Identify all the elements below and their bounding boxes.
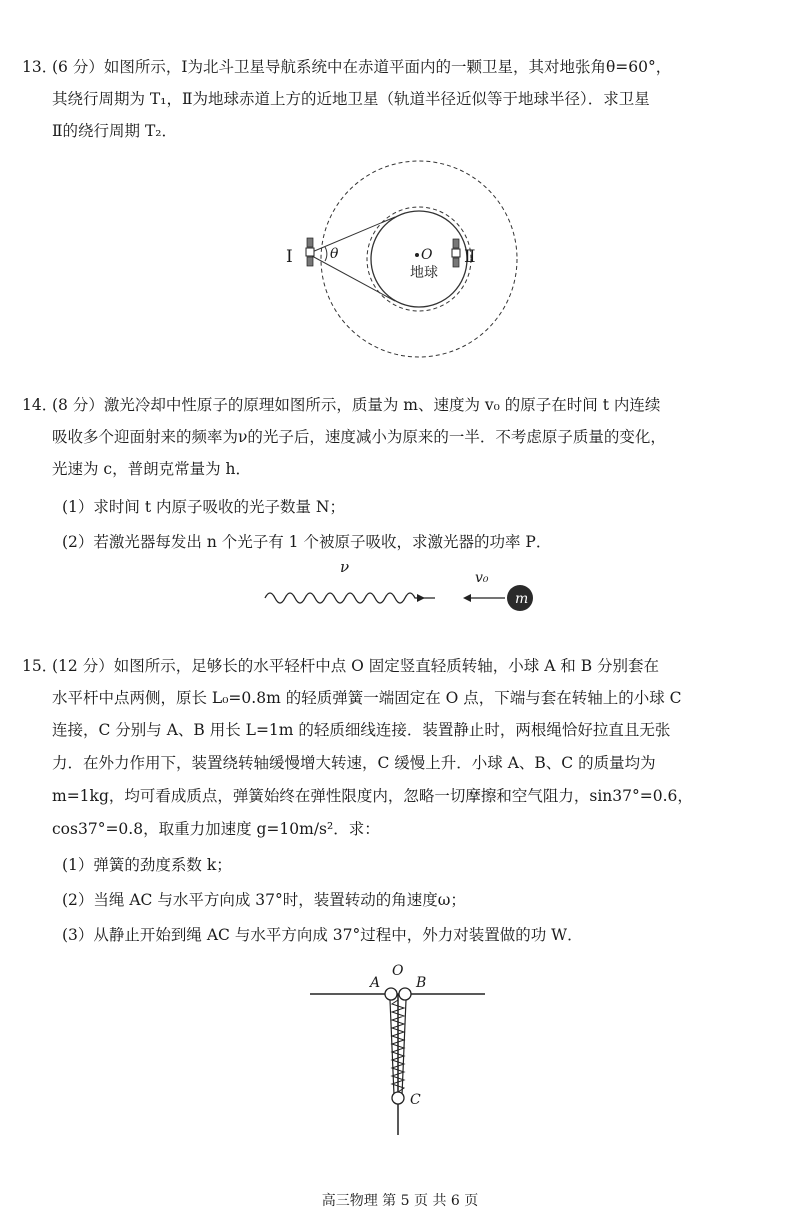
string-ac [390,1000,394,1095]
q14-laser-figure [255,560,545,625]
q15-line-2: 水平杆中点两侧，原长 L₀=0.8m 的轻质弹簧一端固定在 O 点，下端与套在转轴上的小球 C [52,689,682,707]
label-o: O [392,963,404,979]
photon-arrow-head [417,594,425,602]
q15-line-3: 连接，C 分别与 A、B 用长 L=1m 的轻质细线连接．装置静止时，两根绳恰好拉直且无张 [52,721,671,739]
q15-line-6: cos37°=0.8，取重力加速度 g=10m/s²．求： [52,820,380,838]
satellite-1-icon [306,238,314,266]
photon-wave [265,593,435,603]
ball-b [399,988,411,1000]
q15-sub-3: (3）从静止开始到绳 AC 与水平方向成 37°过程中，外力对装置做的功 W． [62,926,583,944]
tangent-line-bottom [312,256,395,301]
q15-line-4: 力．在外力作用下，装置绕转轴缓慢增大转速，C 缓慢上升．小球 A、B、C 的质量均为 [52,754,656,772]
label-b: B [416,975,427,991]
q15-sub-1: (1）弹簧的劲度系数 k； [62,856,232,874]
q15-number: 15． [22,657,58,675]
label-theta: θ [330,246,339,262]
q15-sub-2: (2）当绳 AC 与水平方向成 37°时，装置转动的角速度ω； [62,891,466,909]
q15-line-1: (12 分）如图所示，足够长的水平轻杆中点 O 固定竖直轻质转轴，小球 A 和 B 分别套在 [52,657,660,675]
q14-number: 14． [22,396,58,414]
q14-line-3: 光速为 c，普朗克常量为 h． [52,460,252,478]
label-a: A [370,975,381,991]
q14-sub-2: (2）若激光器每发出 n 个光子有 1 个被原子吸收，求激光器的功率 P． [62,533,552,551]
q14-line-1: (8 分）激光冷却中性原子的原理如图所示，质量为 m、速度为 v₀ 的原子在时间 t 内连续 [52,396,661,414]
label-velocity: v₀ [475,570,489,586]
label-sat-2: Ⅱ [464,247,476,267]
ball-a [385,988,397,1000]
q14-line-2: 吸收多个迎面射来的频率为ν的光子后，速度减小为原来的一半．不考虑原子质量的变化， [52,428,666,446]
q13-line-3: Ⅱ的绕行周期 T₂． [52,122,178,140]
label-earth: 地球 [410,265,438,281]
label-c: C [410,1092,421,1108]
center-dot [415,253,419,257]
outer-orbit [321,161,517,357]
label-sat-1: Ⅰ [286,247,293,267]
velocity-arrow-head [463,594,471,602]
q14-sub-1: (1）求时间 t 内原子吸收的光子数量 N； [62,498,345,516]
q13-number: 13． [22,58,58,76]
label-photon-frequency: ν [340,560,350,576]
q13-orbit-figure [270,158,530,373]
theta-arc [325,247,327,261]
earth-circle [371,211,467,307]
page-footer: 高三物理 第 5 页 共 6 页 [321,1193,479,1209]
q13-line-2: 其绕行周期为 T₁，Ⅱ为地球赤道上方的近地卫星（轨道半径近似等于地球半径）．求卫星 [52,90,650,108]
q15-line-5: m=1kg，均可看成质点，弹簧始终在弹性限度内，忽略一切摩擦和空气阻力，sin37°=0.6， [52,787,693,805]
ball-c [392,1092,404,1104]
q15-rotating-device-figure [300,955,500,1145]
q13-line-1: (6 分）如图所示，Ⅰ为北斗卫星导航系统中在赤道平面内的一颗卫星，其对地张角θ=60°， [52,58,672,76]
label-center: O [421,247,433,263]
satellite-2-icon [452,239,460,267]
label-mass: m [515,591,529,607]
